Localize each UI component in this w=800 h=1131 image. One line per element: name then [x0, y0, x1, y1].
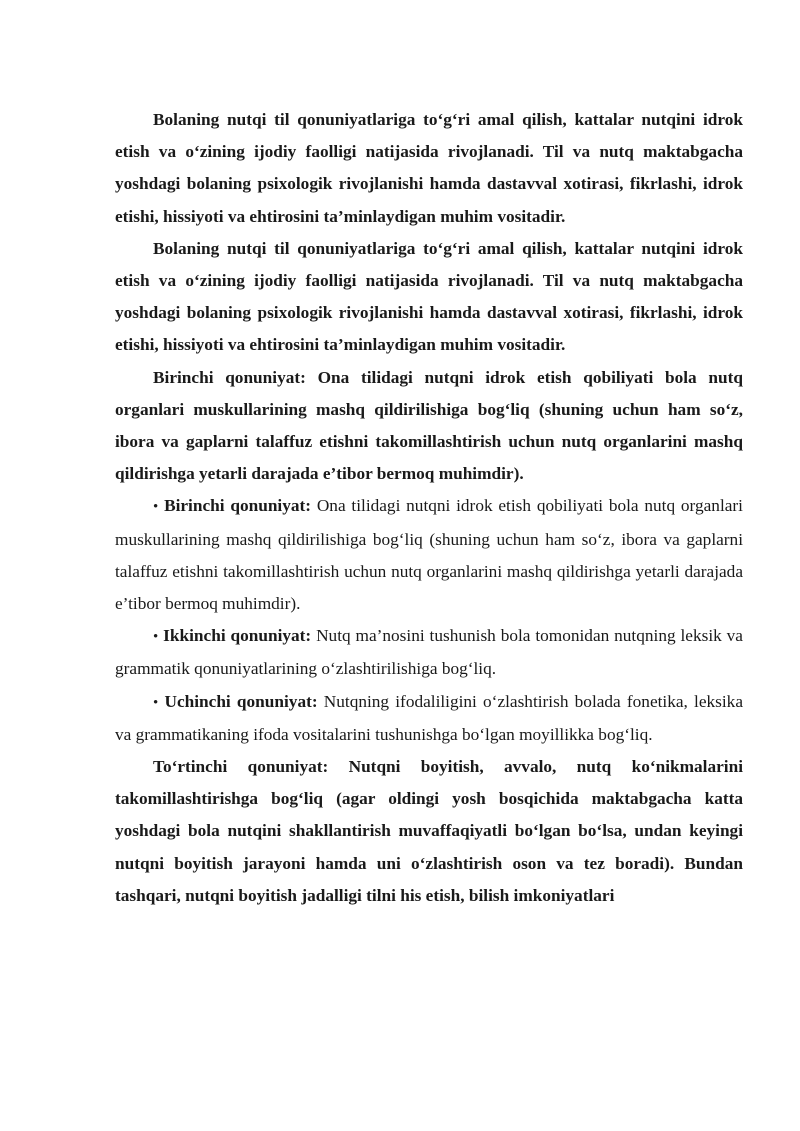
bullet-label: Birinchi qonuniyat:: [164, 496, 312, 516]
bullet-text: Nutqning ifodaliligini o‘zlashtirish bolada fonetika, leksika va grammatikaning ifoda vositalarini tushunishga bo‘lgan moyillikka bog‘liq.: [115, 691, 743, 744]
bullet-label: Uchinchi qonuniyat:: [164, 691, 318, 711]
bullet-text: Ona tilidagi nutqni idrok etish qobiliyati bola nutq organlari muskullarining mashq qildirilishiga bog‘liq (shuning uchun ham so‘z, ibora va gaplarni talaffuz etishni takomillashtirish uchun nutq organlarini mashq qildirishga yetarli darajada e’tibor bermoq muhimdir).: [115, 496, 743, 614]
bullet-marker: •: [153, 629, 159, 646]
bullet-item-third-law: [115, 686, 743, 751]
paragraph-intro-repeat: Bolaning nutqi til qonuniyatlariga to‘g‘ri amal qilish, kattalar nutqini idrok etish va o‘zining ijodiy faolligi natijasida rivojlanadi. Til va nutq maktabgacha yoshdagi bolaning psixologik rivojlanishi hamda dastavval xotirasi, fikrlashi, idrok etishi, hissiyoti va ehtirosini ta’minlaydigan muhim vositadir.: [115, 238, 743, 355]
bullet-item-first-law: [115, 490, 743, 620]
bullet-item-second-law: [115, 620, 743, 685]
bullet-marker: •: [153, 694, 159, 711]
bullet-text: Nutq ma’nosini tushunish bola tomonidan nutqning leksik va grammatik qonuniyatlarining o‘zlashtirilishiga bog‘liq.: [115, 626, 743, 679]
paragraph-intro: Bolaning nutqi til qonuniyatlariga to‘g‘ri amal qilish, kattalar nutqini idrok etish va o‘zining ijodiy faolligi natijasida rivojlanadi. Til va nutq maktabgacha yoshdagi bolaning psixologik rivojlanishi hamda dastavval xotirasi, fikrlashi, idrok etishi, hissiyoti va ehtirosini ta’minlaydigan muhim vositadir.: [115, 110, 743, 226]
paragraph-fourth-law: To‘rtinchi qonuniyat: Nutqni boyitish, avvalo, nutq ko‘nikmalarini takomillashtirishga bog‘liq (agar oldingi yosh bosqichida maktabgacha katta yoshdagi bola nutqini shakllantirish muvaffaqiyatli bo‘lgan bo‘lsa, undan keyingi nutqni boyitish jarayoni hamda uni o‘zlashtirish oson va tez boradi). Bundan tashqari, nutqni boyitish jadalligi tilni his etish, bilish imkoniyatlari: [115, 757, 743, 905]
bullet-label: Ikkinchi qonuniyat:: [163, 626, 312, 646]
document-page: [115, 104, 743, 912]
paragraph-first-law: Birinchi qonuniyat: Ona tilidagi nutqni idrok etish qobiliyati bola nutq organlari muskullarining mashq qildirilishiga bog‘liq (shuning uchun ham so‘z, ibora va gaplarni talaffuz etishni takomillashtirish uchun nutq organlarini mashq qildirishga yetarli darajada e’tibor bermoq muhimdir).: [115, 367, 743, 484]
bullet-marker: •: [153, 499, 159, 516]
